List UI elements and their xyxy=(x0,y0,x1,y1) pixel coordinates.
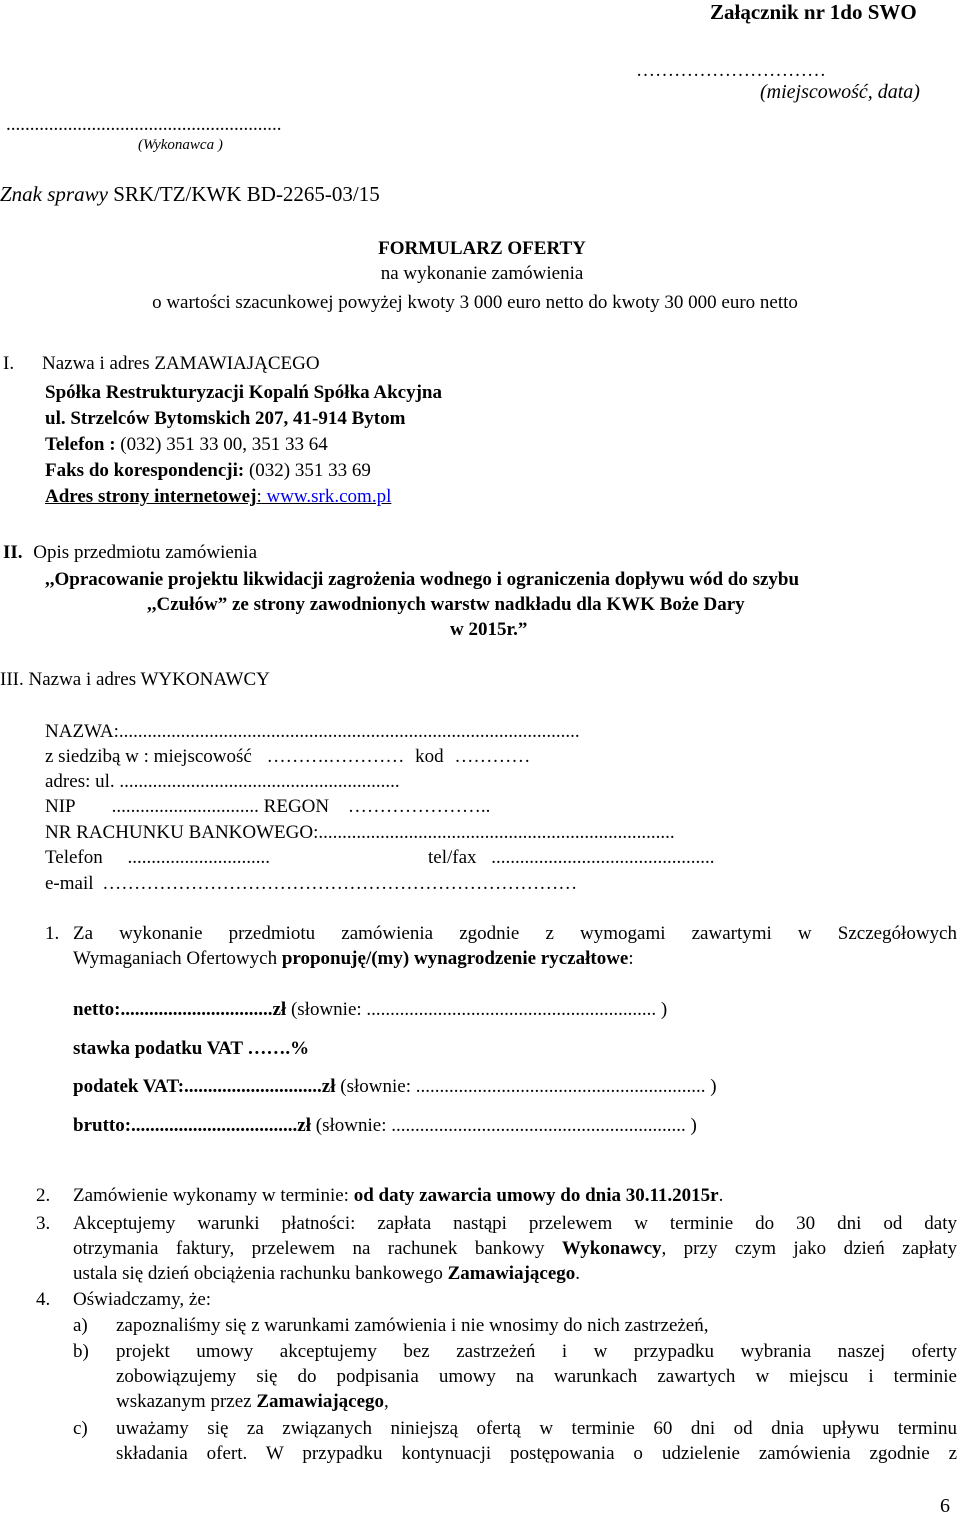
item1-line-2 xyxy=(73,946,634,971)
section2-heading: Opis przedmiotu zamówienia xyxy=(33,542,258,563)
item2-text-pre: Zamówienie wykonamy w terminie: xyxy=(73,1185,354,1206)
item4b-line-3 xyxy=(116,1389,389,1414)
case-number xyxy=(0,182,380,207)
brutto-field[interactable] xyxy=(73,1113,697,1138)
contractor-bank-field[interactable]: NR RACHUNKU BANKOWEGO:........................................................................... xyxy=(45,822,675,843)
item1-line2-text: Wymaganiach Ofertowych xyxy=(73,948,282,969)
email-dots: ………………………………………………………………… xyxy=(102,873,578,894)
item4a-text: zapoznaliśmy się z warunkami zamówienia i nie wnosimy do nich zastrzeżeń, xyxy=(116,1315,709,1336)
item2-number: 2. xyxy=(36,1185,51,1206)
item4b-line-1: projekt umowy akceptujemy bez zastrzeżeń i w przypadku wybrania naszej oferty xyxy=(116,1341,957,1362)
regon-label: REGON xyxy=(263,796,330,817)
brutto-label: brutto:...................................zł xyxy=(73,1115,312,1136)
contractor-nip-regon-field[interactable] xyxy=(45,794,490,819)
phone-label: Telefon xyxy=(45,847,103,868)
contractor-dots: .......................................................... xyxy=(6,114,282,135)
netto-field[interactable] xyxy=(73,997,667,1022)
section1-heading: Nazwa i adres ZAMAWIAJĄCEGO xyxy=(42,353,320,374)
section1-company: Spółka Restrukturyzacji Kopalń Spółka Akcyjna xyxy=(45,382,442,403)
item4-number: 4. xyxy=(36,1289,51,1310)
form-subtitle-2: o wartości szacunkowej powyżej kwoty 3 000 euro netto do kwoty 30 000 euro netto xyxy=(152,292,798,313)
vat-label: podatek VAT:.............................zł xyxy=(73,1076,336,1097)
contractor-email-field[interactable] xyxy=(45,871,577,896)
vat-field[interactable] xyxy=(73,1074,717,1099)
form-title: FORMULARZ OFERTY xyxy=(378,238,586,259)
item2-text xyxy=(73,1183,723,1208)
section1-web xyxy=(45,484,391,509)
item4c-label: c) xyxy=(73,1418,88,1439)
place-date-label: (miejscowość, data) xyxy=(760,81,920,103)
case-prefix: Znak sprawy xyxy=(0,182,108,206)
item3-line3-post: . xyxy=(575,1263,581,1284)
nip-dots: ............................... xyxy=(111,796,259,817)
item1-line-1: Za wykonanie przedmiotu zamówienia zgodnie z wymogami zawartymi w Szczegółowych xyxy=(73,923,957,944)
section2-desc-1: ,,Opracowanie projektu likwidacji zagrożenia wodnego i ograniczenia dopływu wód do szybu xyxy=(45,569,800,590)
netto-words: (słownie: ............................................................. ) xyxy=(290,999,668,1020)
item3-line2-post: , przy czym jako dzień zapłaty xyxy=(661,1238,957,1259)
item4c-line-2: składania ofert. W przypadku kontynuacji postępowania o udzielenie zamówienia zgodnie z xyxy=(116,1443,957,1464)
item3-line3-pre: ustala się dzień obciążenia rachunku bankowego xyxy=(73,1263,448,1284)
fax-value: (032) 351 33 69 xyxy=(248,460,371,481)
email-label: e-mail xyxy=(45,873,94,894)
seat-dots: ……….………… xyxy=(266,746,405,767)
item1-line2-bold: proponuję/(my) wynagrodzenie ryczałtowe xyxy=(281,948,629,969)
item4c-line-1: uważamy się za związanych niniejszą ofertą w terminie 60 dni od dnia upływu terminu xyxy=(116,1418,957,1439)
vat-rate-field[interactable]: stawka podatku VAT …….% xyxy=(73,1038,310,1059)
item4-text: Oświadczamy, że: xyxy=(73,1289,212,1310)
section2-desc-2: ,,Czułów” ze strony zawodnionych warstw nadkładu dla KWK Boże Dary xyxy=(147,594,745,615)
item3-line2-bold: Wykonawcy xyxy=(561,1238,662,1259)
fax-dots: ............................................... xyxy=(491,847,715,868)
web-label: Adres strony internetowej xyxy=(45,486,257,507)
web-link[interactable]: www.srk.com.pl xyxy=(266,486,392,507)
item3-number: 3. xyxy=(36,1213,51,1234)
section1-number: I. xyxy=(3,353,15,374)
nip-label: NIP xyxy=(45,796,75,817)
section1-address: ul. Strzelców Bytomskich 207, 41-914 Bytom xyxy=(45,408,406,429)
item3-line3-bold: Zamawiającego xyxy=(447,1263,576,1284)
section2-number: II. xyxy=(3,542,23,563)
phone-label: Telefon : xyxy=(45,434,116,455)
item1-line2-colon: : xyxy=(628,948,634,969)
code-label: kod xyxy=(415,746,444,767)
item4b-line3-post: , xyxy=(384,1391,389,1412)
section2-header xyxy=(3,540,257,565)
item4b-label: b) xyxy=(73,1341,89,1362)
contractor-label: (Wykonawca ) xyxy=(138,137,223,153)
place-date-dots: ………………………… xyxy=(636,60,826,81)
item2-text-post: . xyxy=(718,1185,724,1206)
item3-line-2 xyxy=(73,1236,957,1261)
form-subtitle-1: na wykonanie zamówienia xyxy=(380,263,584,284)
phone-dots: .............................. xyxy=(127,847,271,868)
regon-dots: ………………….. xyxy=(347,796,491,817)
contractor-fax-field[interactable] xyxy=(428,845,715,870)
item4b-line3-pre: wskazanym przez xyxy=(116,1391,257,1412)
section1-fax xyxy=(45,458,371,483)
item1-number: 1. xyxy=(45,923,60,944)
section2-desc-3: w 2015r.” xyxy=(450,619,528,640)
contractor-name-field[interactable]: NAZWA:................................................................................................. xyxy=(45,721,580,742)
seat-label: z siedzibą w : miejscowość xyxy=(45,746,252,767)
section3-heading: III. Nazwa i adres WYKONAWCY xyxy=(0,669,270,690)
item3-line-3 xyxy=(73,1261,580,1286)
item4a-label: a) xyxy=(73,1315,88,1336)
contractor-address-field[interactable]: adres: ul. ........................................................... xyxy=(45,771,400,792)
code-dots: ………… xyxy=(454,746,531,767)
vat-words: (słownie: ............................................................. ) xyxy=(340,1076,717,1097)
fax-label: tel/fax xyxy=(428,847,477,868)
item2-text-bold: od daty zawarcia umowy do dnia 30.11.2015r xyxy=(353,1185,719,1206)
netto-label: netto:................................zł xyxy=(73,999,287,1020)
case-value: SRK/TZ/KWK BD-2265-03/15 xyxy=(113,182,380,206)
item3-line2-pre: otrzymania faktury, przelewem na rachunek bankowy xyxy=(73,1238,562,1259)
section1-phone xyxy=(45,432,328,457)
item4b-line-2: zobowiązujemy się do podpisania umowy na warunkach zawartych w miejscu i terminie xyxy=(116,1366,957,1387)
brutto-words: (słownie: .............................................................. ) xyxy=(315,1115,697,1136)
phone-value: (032) 351 33 00, 351 33 64 xyxy=(120,434,328,455)
fax-label: Faks do korespondencji: xyxy=(45,460,245,481)
item4b-line3-bold: Zamawiającego xyxy=(256,1391,385,1412)
contractor-phone-field[interactable] xyxy=(45,845,270,870)
page-number: 6 xyxy=(940,1495,950,1517)
item3-line-1: Akceptujemy warunki płatności: zapłata nastąpi przelewem w terminie do 30 dni od daty xyxy=(73,1213,957,1234)
web-colon: : xyxy=(256,486,262,507)
contractor-seat-field[interactable] xyxy=(45,744,530,769)
attachment-label: Załącznik nr 1do SWO xyxy=(710,0,917,24)
